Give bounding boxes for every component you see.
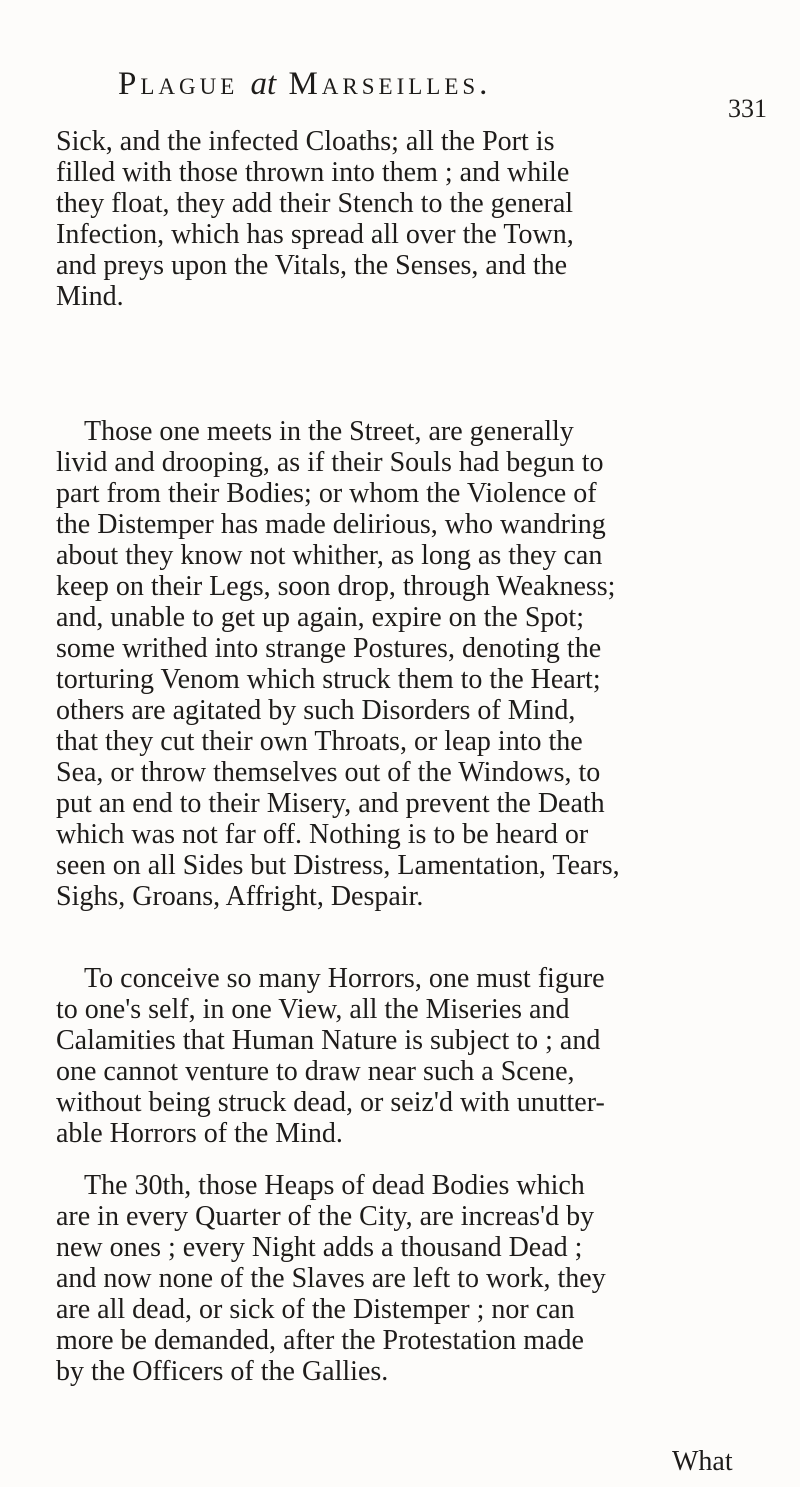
text-line: and now none of the Slaves are left to work, they — [56, 1263, 606, 1294]
paragraph — [56, 963, 794, 1149]
paragraph — [56, 126, 794, 312]
text-line: one cannot venture to draw near such a Scene, — [56, 1056, 575, 1087]
text-line: keep on their Legs, soon drop, through Weakness; — [56, 571, 616, 602]
text-line: others are agitated by such Disorders of Mind, — [56, 695, 576, 726]
text-line: able Horrors of the Mind. — [56, 1118, 343, 1149]
text-line: and preys upon the Vitals, the Senses, and the — [56, 250, 568, 281]
text-line: new ones ; every Night adds a thousand Dead ; — [56, 1232, 583, 1263]
text-line: seen on all Sides but Distress, Lamentation, Tears, — [56, 850, 620, 881]
text-line: To conceive so many Horrors, one must figure — [84, 963, 605, 994]
text-line: filled with those thrown into them ; and while — [56, 157, 570, 188]
running-title-word: Marseilles. — [288, 66, 492, 102]
text-line: are in every Quarter of the City, are increas'd by — [56, 1201, 595, 1232]
running-title-word: Plague — [118, 66, 239, 102]
paragraph — [56, 1170, 794, 1387]
text-line: Infection, which has spread all over the Town, — [56, 219, 574, 250]
text-line: the Distemper has made delirious, who wandring — [56, 509, 606, 540]
text-line: and, unable to get up again, expire on the Spot; — [56, 602, 584, 633]
text-line: more be demanded, after the Protestation made — [56, 1325, 584, 1356]
catchword: What — [672, 1446, 733, 1477]
text-line: Those one meets in the Street, are generally — [84, 416, 574, 447]
text-line: Sea, or throw themselves out of the Windows, to — [56, 757, 601, 788]
paragraph — [56, 416, 794, 912]
text-line: without being struck dead, or seiz'd with unutter- — [56, 1087, 605, 1118]
running-title-conjunction: at — [250, 66, 277, 102]
text-line: Sick, and the infected Cloaths; all the Port is — [56, 126, 555, 157]
text-line: livid and drooping, as if their Souls had begun to — [56, 447, 604, 478]
text-line: part from their Bodies; or whom the Violence of — [56, 478, 597, 509]
text-line: The 30th, those Heaps of dead Bodies which — [84, 1170, 585, 1201]
running-head — [118, 66, 491, 103]
text-line: some writhed into strange Postures, denoting the — [56, 633, 602, 664]
text-line: about they know not whither, as long as they can — [56, 540, 603, 571]
text-line: by the Officers of the Gallies. — [56, 1356, 389, 1387]
text-line: are all dead, or sick of the Distemper ; nor can — [56, 1294, 575, 1325]
text-line: they float, they add their Stench to the general — [56, 188, 574, 219]
page-number: 331 — [728, 94, 767, 123]
text-line: Calamities that Human Nature is subject to ; and — [56, 1025, 601, 1056]
text-line: which was not far off. Nothing is to be heard or — [56, 819, 589, 850]
text-line: put an end to their Misery, and prevent the Death — [56, 788, 605, 819]
text-line: Mind. — [56, 281, 124, 312]
text-line: that they cut their own Throats, or leap into the — [56, 726, 583, 757]
text-line: torturing Venom which struck them to the Heart; — [56, 664, 601, 695]
text-line: to one's self, in one View, all the Miseries and — [56, 994, 570, 1025]
text-line: Sighs, Groans, Affright, Despair. — [56, 881, 424, 912]
